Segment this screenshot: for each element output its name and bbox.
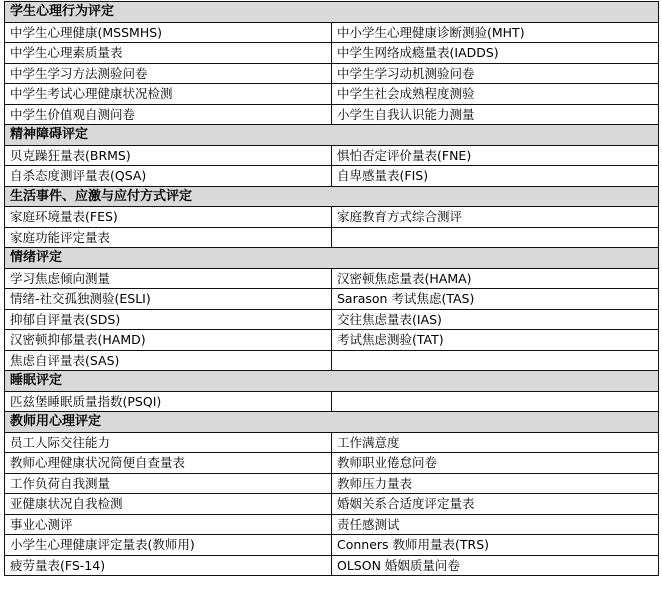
scale-name-right: 小学生自我认识能力测量 [332, 104, 659, 125]
scale-name-right: 工作满意度 [332, 432, 659, 453]
scale-name-left: 疲劳量表(FS-14) [5, 555, 332, 576]
scale-name-left: 家庭功能评定量表 [5, 227, 332, 248]
section-header-row [5, 371, 659, 392]
scale-name-right [332, 350, 659, 371]
scale-name-right: 责任感测试 [332, 514, 659, 535]
scale-name-right: 中学生学习动机测验问卷 [332, 63, 659, 84]
section-title: 情绪评定 [5, 248, 659, 269]
table-row [5, 166, 659, 187]
table-row [5, 268, 659, 289]
scale-name-left: 中学生考试心理健康状况检测 [5, 84, 332, 105]
scale-name-right: 交往焦虑量表(IAS) [332, 309, 659, 330]
table-row [5, 453, 659, 474]
scale-name-left: 贝克躁狂量表(BRMS) [5, 145, 332, 166]
section-header-row [5, 412, 659, 433]
section-title: 睡眠评定 [5, 371, 659, 392]
table-row [5, 494, 659, 515]
scale-name-left: 家庭环境量表(FES) [5, 207, 332, 228]
scale-name-left: 中学生学习方法测验问卷 [5, 63, 332, 84]
table-row [5, 227, 659, 248]
scale-name-left: 自杀态度测评量表(QSA) [5, 166, 332, 187]
table-row [5, 473, 659, 494]
scale-table-body [5, 2, 659, 576]
scale-name-left: 中学生价值观自测问卷 [5, 104, 332, 125]
table-row [5, 350, 659, 371]
scale-name-left: 抑郁自评量表(SDS) [5, 309, 332, 330]
scale-name-left: 小学生心理健康评定量表(教师用) [5, 535, 332, 556]
scale-name-left: 工作负荷自我测量 [5, 473, 332, 494]
scale-name-right: 中学生网络成瘾量表(IADDS) [332, 43, 659, 64]
table-row [5, 43, 659, 64]
table-row [5, 309, 659, 330]
section-title: 生活事件、应激与应付方式评定 [5, 186, 659, 207]
section-title: 学生心理行为评定 [5, 2, 659, 23]
scale-name-right [332, 391, 659, 412]
table-row [5, 391, 659, 412]
scale-name-right: Sarason 考试焦虑(TAS) [332, 289, 659, 310]
scale-name-left: 中学生心理健康(MSSMHS) [5, 22, 332, 43]
table-row [5, 514, 659, 535]
scale-name-left: 教师心理健康状况简便自查量表 [5, 453, 332, 474]
section-title: 教师用心理评定 [5, 412, 659, 433]
scale-name-left: 学习焦虑倾向测量 [5, 268, 332, 289]
scale-name-left: 汉密顿抑郁量表(HAMD) [5, 330, 332, 351]
table-row [5, 535, 659, 556]
scale-name-left: 情绪-社交孤独测验(ESLI) [5, 289, 332, 310]
scale-name-left: 中学生心理素质量表 [5, 43, 332, 64]
section-header-row [5, 125, 659, 146]
table-row [5, 63, 659, 84]
scale-name-right: 中小学生心理健康诊断测验(MHT) [332, 22, 659, 43]
table-row [5, 555, 659, 576]
scale-name-right: 教师压力量表 [332, 473, 659, 494]
scale-name-right [332, 227, 659, 248]
scale-name-right: 考试焦虑测验(TAT) [332, 330, 659, 351]
table-row [5, 432, 659, 453]
scale-name-right: OLSON 婚姻质量问卷 [332, 555, 659, 576]
table-row [5, 145, 659, 166]
section-header-row [5, 248, 659, 269]
scale-name-left: 焦虑自评量表(SAS) [5, 350, 332, 371]
section-header-row [5, 186, 659, 207]
scale-name-left: 员工人际交往能力 [5, 432, 332, 453]
scale-name-right: Conners 教师用量表(TRS) [332, 535, 659, 556]
scale-name-left: 亚健康状况自我检测 [5, 494, 332, 515]
scale-name-right: 婚姻关系合适度评定量表 [332, 494, 659, 515]
table-row [5, 330, 659, 351]
section-title: 精神障碍评定 [5, 125, 659, 146]
table-row [5, 104, 659, 125]
scale-name-right: 惧怕否定评价量表(FNE) [332, 145, 659, 166]
scale-name-right: 教师职业倦怠问卷 [332, 453, 659, 474]
table-row [5, 22, 659, 43]
scale-name-right: 自卑感量表(FIS) [332, 166, 659, 187]
scale-name-left: 事业心测评 [5, 514, 332, 535]
scale-name-right: 中学生社会成熟程度测验 [332, 84, 659, 105]
section-header-row [5, 2, 659, 23]
scale-name-left: 匹兹堡睡眠质量指数(PSQI) [5, 391, 332, 412]
scale-name-right: 家庭教育方式综合测评 [332, 207, 659, 228]
table-row [5, 289, 659, 310]
table-row [5, 84, 659, 105]
scale-name-right: 汉密顿焦虑量表(HAMA) [332, 268, 659, 289]
table-row [5, 207, 659, 228]
scale-table [4, 1, 659, 576]
